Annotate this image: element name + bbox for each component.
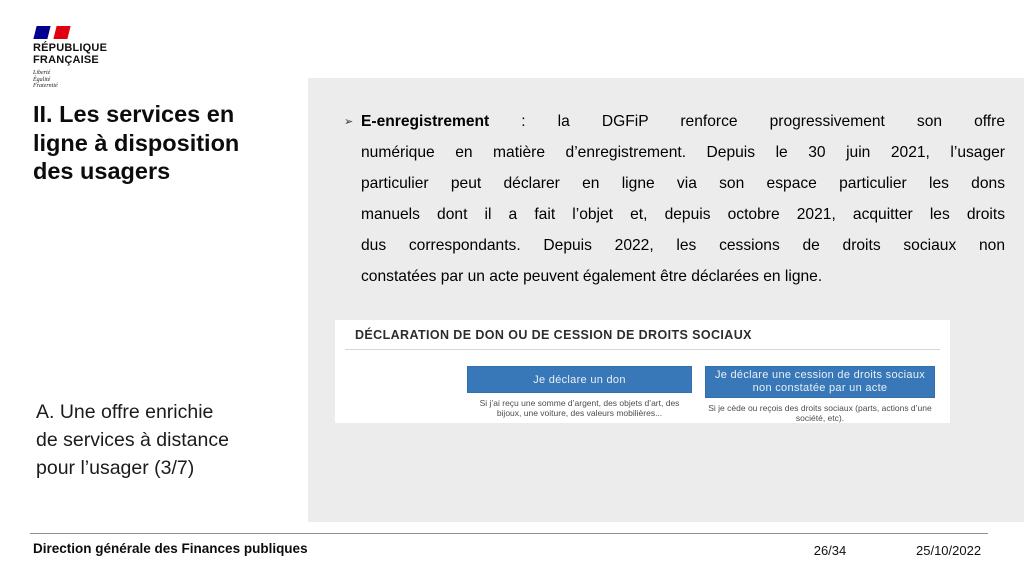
heading-divider (345, 349, 940, 350)
paragraph-text: E-enregistrement : la DGFiP renforce progressivement son offre numérique en matière d’enregistrement. Depuis le 30 juin 2021, l’usager particulier peut déclarer en ligne via son espace particulier les dons manuels dont il a fait l’objet et, depuis octobre 2021, acquitter les droits dus correspondants. Depuis 2022, les cessions de droits sociaux non constatées par un acte peuvent également être déclarées en ligne. (361, 113, 1005, 285)
declaration-buttons (467, 366, 935, 423)
logo-line2: FRANÇAISE (33, 53, 99, 66)
subsection-title: A. Une offre enrichie de services à distance pour l’usager (3/7) (36, 401, 229, 479)
screenshot-heading: DÉCLARATION DE DON OU DE CESSION DE DROITS SOCIAUX (355, 328, 752, 342)
slide-date: 25/10/2022 (916, 543, 982, 558)
don-caption: Si j’ai reçu une somme d’argent, des objets d’art, des bijoux, une voiture, des valeurs mobilières... (479, 398, 680, 418)
government-logo (33, 26, 107, 90)
bullet-paragraph (344, 106, 1005, 292)
footer-divider (30, 533, 988, 534)
page-counter: 26/34 (813, 543, 847, 558)
french-flag-icon (35, 26, 107, 39)
content-panel (308, 78, 1024, 522)
footer-organization: Direction générale des Finances publiques (33, 541, 308, 556)
cession-caption: Si je cède ou reçois des droits sociaux (parts, actions d’une société, etc). (708, 403, 932, 423)
term-bold: E-enregistrement (361, 113, 490, 130)
logo-line1: RÉPUBLIQUE (33, 42, 108, 54)
don-option (467, 366, 692, 418)
logo-republique-text (33, 43, 107, 66)
declare-don-button[interactable]: Je déclare un don (467, 366, 692, 393)
section-title: II. Les services en ligne à disposition des usagers (33, 101, 240, 184)
cession-option (705, 366, 935, 423)
declare-cession-button[interactable]: Je déclare une cession de droits sociaux non constatée par un acte (705, 366, 935, 398)
logo-motto: Liberté Égalité Fraternité (33, 70, 58, 89)
arrow-bullet-icon: ➢ (344, 116, 354, 128)
embedded-screenshot (335, 320, 950, 423)
